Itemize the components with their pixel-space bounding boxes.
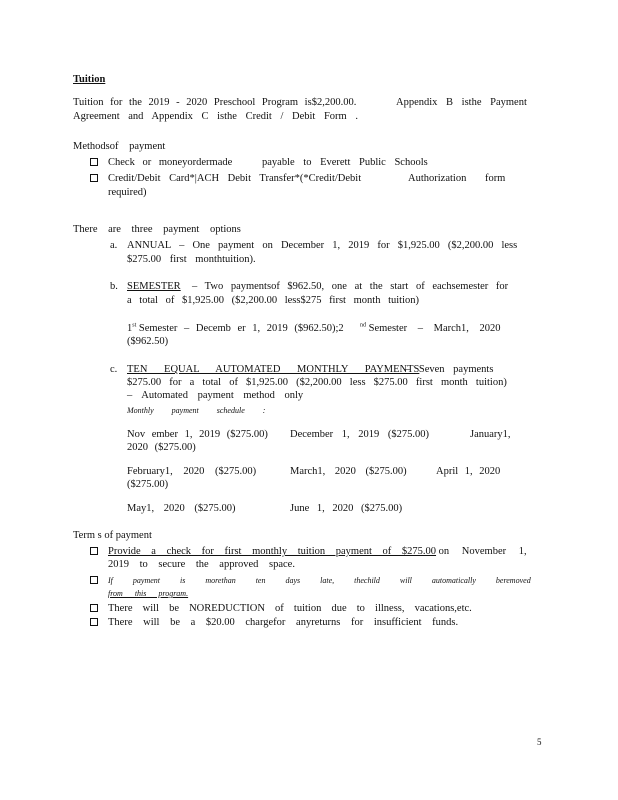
bullet-icon (90, 173, 98, 185)
intro-line2: Agreement and Appendix C isthe Credit / Debit Form . (73, 111, 358, 122)
term-item-1-rest: on November 1, (438, 546, 527, 557)
term-item-1-underlined: Provide a check for first monthly tuition payment of $275.00 (108, 546, 437, 557)
schedule-row-3-a: May1, 2020 ($275.00) (127, 503, 236, 514)
schedule-row-3-b: June 1, 2020 ($275.00) (290, 503, 403, 514)
term-item-2-line2: from this program. (108, 589, 189, 598)
options-title: There are three payment options (73, 224, 241, 235)
option-b-semester2 (360, 323, 501, 335)
option-c-marker: c. (110, 364, 118, 375)
bullet-icon (90, 603, 98, 615)
bullet-icon (90, 546, 98, 558)
option-c-line3: – Automated payment method only (127, 390, 304, 401)
option-b-line2: a total of $1,925.00 ($2,200.00 less$275 first month tuition) (127, 295, 419, 306)
section-heading-tuition: Tuition (73, 74, 106, 85)
option-c-line1: – Seven payments (405, 364, 494, 375)
bullet-icon (90, 575, 98, 587)
option-b-sem-amount: ($962.50) (127, 336, 169, 347)
method-item-credit-required: required) (108, 187, 147, 198)
option-a-line1: ANNUAL – One payment on December 1, 2019 for $1,925.00 ($2,200.00 less (127, 240, 518, 251)
schedule-row-1-d: 2020 ($275.00) (127, 442, 196, 453)
option-c-title: TEN EQUAL AUTOMATED MONTHLY PAYMENTS (127, 364, 420, 375)
term-item-1-line2: 2019 to secure the approved space. (108, 559, 295, 570)
schedule-row-1-b: December 1, 2019 ($275.00) (290, 429, 430, 440)
intro-line1-b: Appendix B isthe Payment (396, 97, 527, 108)
option-a-line2: $275.00 first monthtuition). (127, 254, 256, 265)
semester-number: 1 (127, 323, 133, 334)
option-b-semester1 (127, 323, 344, 335)
option-b-line1: – Two paymentsof $962.50, one at the start of eachsemester for (192, 281, 509, 292)
option-a-marker: a. (110, 240, 118, 251)
option-b-title: SEMESTER (127, 281, 181, 292)
schedule-label: Monthly payment schedule : (127, 406, 266, 415)
term-item-1 (108, 546, 527, 558)
schedule-row-2-b: March1, 2020 ($275.00) (290, 466, 407, 477)
terms-title: Term s of payment (73, 530, 152, 541)
schedule-row-2-d: ($275.00) (127, 479, 169, 490)
semester-ordinal: nd (360, 322, 366, 329)
option-b-semester1-text: Semester – Decemb er 1, 2019 ($962.50);2 (138, 323, 344, 334)
term-item-4: There will be a $20.00 chargefor anyreturns for insufficient funds. (108, 617, 459, 628)
bullet-icon (90, 157, 98, 169)
method-item-credit: Credit/Debit Card*|ACH Debit Transfer*(*Credit/Debit (108, 173, 362, 184)
page-number: 5 (537, 737, 542, 747)
intro-line1-a: Tuition for the 2019 - 2020 Preschool Program is$2,200.00. (73, 97, 357, 108)
schedule-row-2-c: April 1, 2020 (436, 466, 501, 477)
option-b-semester2-text: Semester – March1, 2020 (368, 323, 501, 334)
schedule-row-1-c: January1, (470, 429, 511, 440)
schedule-row-2-a: February1, 2020 ($275.00) (127, 466, 257, 477)
semester-ordinal: st (132, 322, 137, 329)
option-b-marker: b. (110, 281, 118, 292)
methods-title: Methodsof payment (73, 141, 166, 152)
schedule-row-1-a: Nov ember 1, 2019 ($275.00) (127, 429, 268, 440)
method-item-credit-form: Authorization form (408, 173, 506, 184)
term-item-2: If payment is morethan ten days late, thechild will automatically beremoved (108, 576, 531, 585)
bullet-icon (90, 617, 98, 629)
option-c-line2: $275.00 for a total of $1,925.00 ($2,200.00 less $275.00 first month tuition) (127, 377, 507, 388)
method-item-check-payee: payable to Everett Public Schools (262, 157, 428, 168)
term-item-3: There will be NOREDUCTION of tuition due to illness, vacations,etc. (108, 603, 472, 614)
method-item-check: Check or moneyordermade (108, 157, 233, 168)
